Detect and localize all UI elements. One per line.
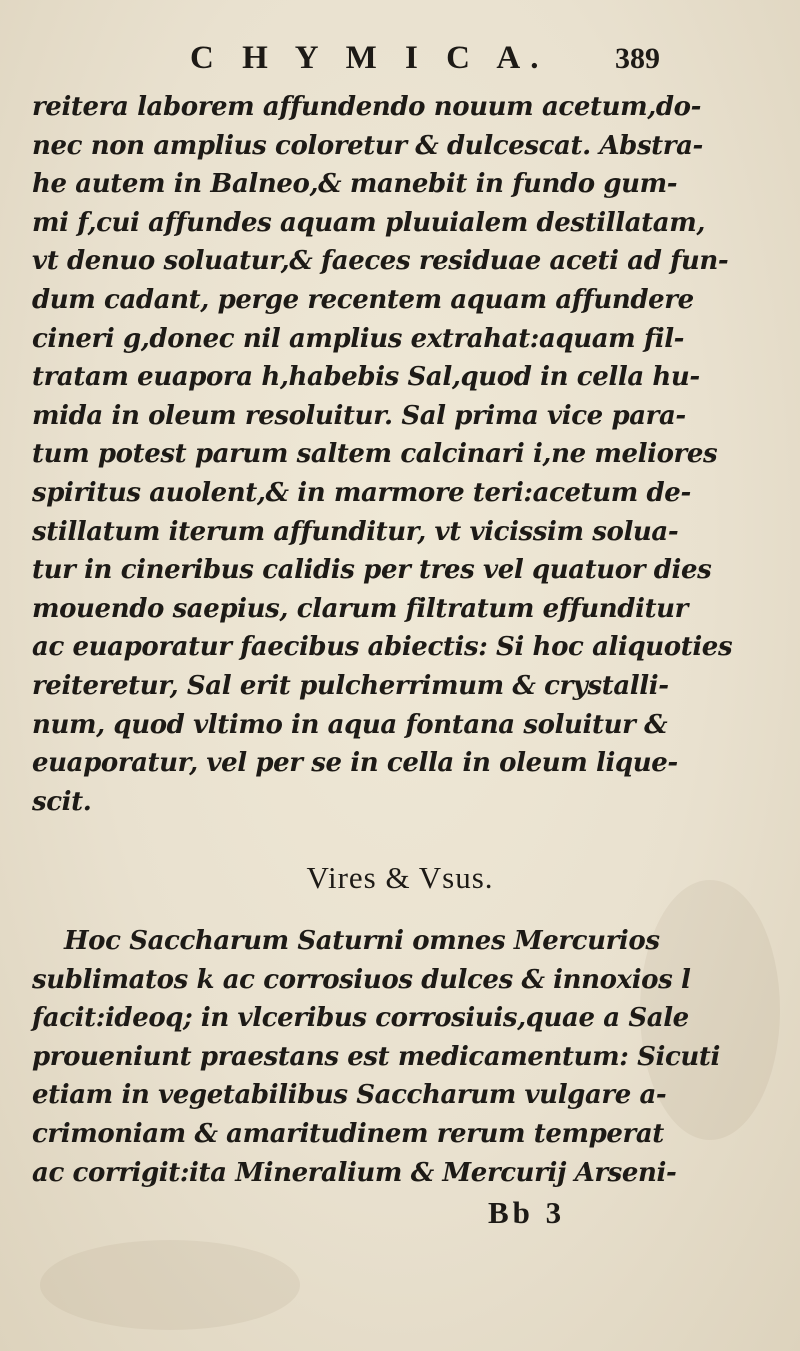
- text-line: etiam in vegetabilibus Saccharum vulgare a-: [32, 1080, 667, 1111]
- text-line: ac euaporatur faecibus abiectis: Si hoc aliquoties: [32, 632, 733, 663]
- text-line: facit:ideoq; in vlceribus corrosiuis,quae a Sale: [32, 1003, 689, 1034]
- second-paragraph: [32, 922, 762, 1192]
- text-line: he autem in Balneo,& manebit in fundo gum-: [32, 169, 678, 200]
- text-line: reitera laborem affundendo nouum acetum,do-: [32, 92, 701, 122]
- text-line: proueniunt praestans est medicamentum: Sicuti: [32, 1041, 720, 1072]
- text-line: euaporatur, vel per se in cella in oleum lique-: [32, 748, 678, 779]
- page-number: 389: [615, 42, 660, 75]
- text-line: sublimatos k ac corrosiuos dulces & innoxios l: [32, 964, 691, 995]
- text-line: vt denuo soluatur,& faeces residuae aceti ad fun-: [32, 246, 729, 277]
- text-line: mida in oleum resoluitur. Sal prima vice para-: [32, 400, 686, 431]
- paper-stain: [40, 1240, 300, 1330]
- text-line: nec non amplius coloretur & dulcescat. Abstra-: [32, 130, 703, 161]
- text-line: num, quod vltimo in aqua fontana soluitur &: [32, 709, 668, 740]
- text-line: scit.: [32, 786, 92, 817]
- signature-mark: Bb 3: [488, 1195, 566, 1230]
- text-line: cineri g,donec nil amplius extrahat:aquam fil-: [32, 323, 685, 354]
- text-line: spiritus auolent,& in marmore teri:acetum de-: [32, 477, 691, 508]
- text-line: tur in cineribus calidis per tres vel quatuor dies: [32, 555, 712, 586]
- text-line: tum potest parum saltem calcinari i,ne meliores: [32, 439, 718, 470]
- text-line: ac corrigit:ita Mineralium & Mercurij Arseni-: [32, 1157, 677, 1188]
- text-line: reiteretur, Sal erit pulcherrimum & crystalli-: [32, 670, 669, 701]
- text-line: mi f,cui affundes aquam pluuialem destillatam,: [32, 207, 705, 238]
- running-head: C H Y M I C A.: [190, 40, 549, 76]
- text-line: tratam euapora h,habebis Sal,quod in cella hu-: [32, 362, 700, 393]
- text-line: dum cadant, perge recentem aquam affundere: [32, 284, 694, 315]
- text-line: stillatum iterum affunditur, vt vicissim solua-: [32, 516, 679, 547]
- page-header: [190, 40, 660, 88]
- text-line: crimoniam & amaritudinem rerum temperat: [32, 1118, 664, 1149]
- main-paragraph: [32, 88, 732, 821]
- text-line: Hoc Saccharum Saturni omnes Mercurios: [64, 926, 660, 956]
- section-heading: Vires & Vsus.: [306, 860, 494, 895]
- text-line: mouendo saepius, clarum filtratum effunditur: [32, 593, 688, 624]
